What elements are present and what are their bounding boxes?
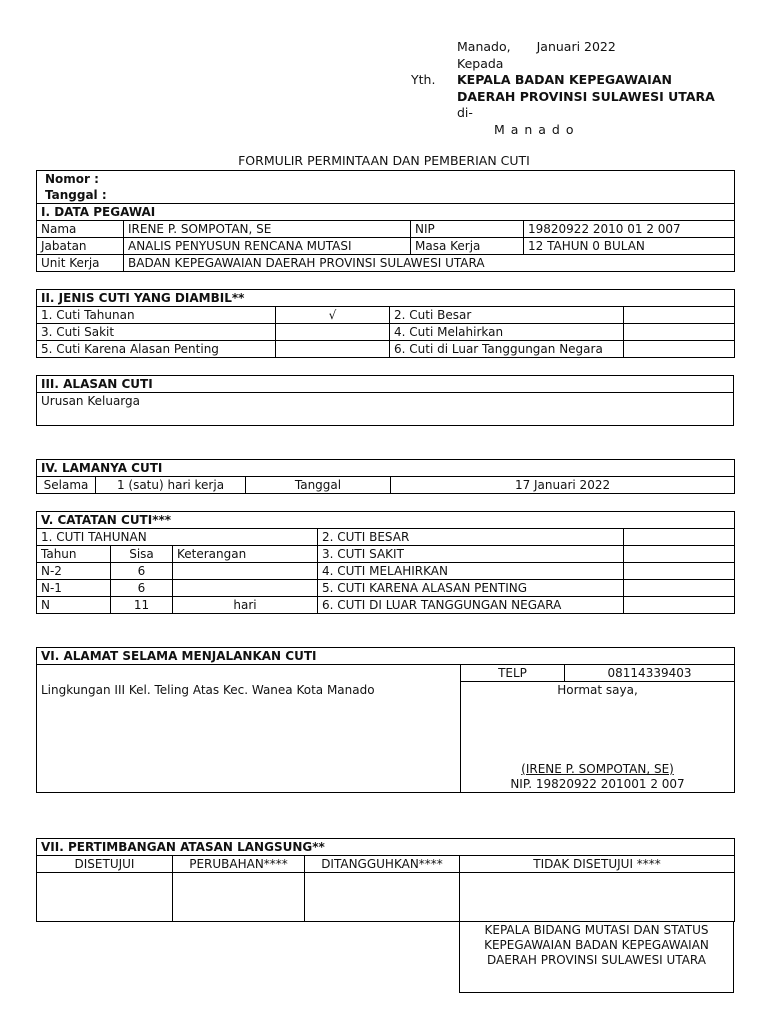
cuti-sakit-mark	[276, 324, 390, 341]
alasan-cuti-value: Urusan Keluarga	[37, 393, 734, 426]
cuti-besar-label: 2. Cuti Besar	[390, 307, 624, 324]
keterangan-cell: hari	[173, 597, 318, 614]
jabatan-label: Jabatan	[37, 238, 124, 255]
cuti-tahunan-title: 1. CUTI TAHUNAN	[37, 529, 318, 546]
data-pegawai-table	[36, 170, 735, 272]
tahun-cell: N	[37, 597, 111, 614]
tahun-cell: N-2	[37, 563, 111, 580]
masa-kerja-value: 12 TAHUN 0 BULAN	[524, 238, 735, 255]
pertimbangan-table	[36, 838, 735, 922]
telp-label: TELP	[461, 665, 565, 682]
cuti-melahirkan-mark	[624, 324, 735, 341]
nip-value: 19820922 2010 01 2 007	[524, 221, 735, 238]
nomor-label: Nomor :	[37, 171, 735, 188]
cuti-luar-tanggungan-label: 6. Cuti di Luar Tanggungan Negara	[390, 341, 624, 358]
section4-heading: IV. LAMANYA CUTI	[37, 460, 735, 477]
jenis-cuti-row	[37, 324, 735, 341]
section5-heading: V. CATATAN CUTI***	[37, 512, 735, 529]
city-label: M a n a d o	[494, 121, 575, 137]
section6-heading: VI. ALAMAT SELAMA MENJALANKAN CUTI	[37, 648, 735, 665]
form-title: FORMULIR PERMINTAAN DAN PEMBERIAN CUTI	[238, 153, 530, 168]
sisa-cell: 6	[111, 563, 173, 580]
recipient-line1: KEPALA BADAN KEPEGAWAIAN	[457, 72, 672, 87]
recipient-line2: DAERAH PROVINSI SULAWESI UTARA	[457, 88, 715, 104]
official-line3: DAERAH PROVINSI SULAWESI UTARA	[486, 953, 706, 967]
col-keterangan: Keterangan	[173, 546, 318, 563]
lamanya-cuti-table	[36, 459, 735, 494]
hormat-saya: Hormat saya,	[557, 683, 638, 697]
cuti-besar-mark	[624, 307, 735, 324]
tahun-cell: N-1	[37, 580, 111, 597]
tanggal-cuti-value: 17 Januari 2022	[391, 477, 735, 494]
catatan-cuti-sakit: 3. CUTI SAKIT	[318, 546, 624, 563]
cuti-tahunan-label: 1. Cuti Tahunan	[37, 307, 276, 324]
unit-kerja-label: Unit Kerja	[37, 255, 124, 272]
telp-value: 08114339403	[565, 665, 735, 682]
nip-label: NIP	[411, 221, 524, 238]
cuti-luar-tanggungan-mark	[624, 341, 735, 358]
nama-value: IRENE P. SOMPOTAN, SE	[124, 221, 411, 238]
catatan-cuti-alasan-penting: 5. CUTI KARENA ALASAN PENTING	[318, 580, 624, 597]
jabatan-value: ANALIS PENYUSUN RENCANA MUTASI	[124, 238, 411, 255]
col-disetujui: DISETUJUI	[37, 856, 173, 873]
catatan-cuti-melahirkan: 4. CUTI MELAHIRKAN	[318, 563, 624, 580]
signer-name: (IRENE P. SOMPOTAN, SE)	[521, 762, 674, 776]
unit-kerja-value: BADAN KEPEGAWAIAN DAERAH PROVINSI SULAWESI UTARA	[124, 255, 735, 272]
place-date: Manado,	[457, 39, 511, 54]
kepada-label: Kepada	[457, 55, 504, 71]
cuti-tahunan-checkmark: √	[276, 307, 390, 324]
table-row	[37, 580, 735, 597]
col-tidak-disetujui: TIDAK DISETUJUI ****	[460, 856, 735, 873]
month-year: Januari 2022	[536, 39, 616, 54]
official-line1: KEPALA BIDANG MUTASI DAN STATUS	[484, 923, 709, 937]
catatan-cuti-luar-tanggungan: 6. CUTI DI LUAR TANGGUNGAN NEGARA	[318, 597, 624, 614]
di-label: di-	[457, 105, 473, 120]
tanggal-cuti-label: Tanggal	[246, 477, 391, 494]
table-row	[37, 563, 735, 580]
jenis-cuti-table	[36, 289, 735, 358]
official-line2: KEPEGAWAIAN BADAN KEPEGAWAIAN	[484, 938, 709, 952]
tanggal-label: Tanggal :	[37, 187, 735, 204]
catatan-cuti-table	[36, 511, 735, 614]
cuti-melahirkan-label: 4. Cuti Melahirkan	[390, 324, 624, 341]
sisa-cell: 6	[111, 580, 173, 597]
col-sisa: Sisa	[111, 546, 173, 563]
section2-heading: II. JENIS CUTI YANG DIAMBIL**	[37, 290, 735, 307]
letter-header	[457, 39, 715, 138]
masa-kerja-label: Masa Kerja	[411, 238, 524, 255]
section1-heading: I. DATA PEGAWAI	[37, 204, 735, 221]
jenis-cuti-row	[37, 307, 735, 324]
cuti-alasan-penting-mark	[276, 341, 390, 358]
col-perubahan: PERUBAHAN****	[173, 856, 305, 873]
col-ditangguhkan: DITANGGUHKAN****	[305, 856, 460, 873]
official-signature-box	[459, 922, 734, 993]
yth-label: Yth.	[411, 72, 436, 87]
section3-heading: III. ALASAN CUTI	[37, 376, 734, 393]
section7-heading: VII. PERTIMBANGAN ATASAN LANGSUNG**	[37, 839, 735, 856]
jenis-cuti-row	[37, 341, 735, 358]
nama-label: Nama	[37, 221, 124, 238]
alasan-cuti-table	[36, 375, 734, 426]
alamat-cuti-table	[36, 647, 735, 793]
cuti-alasan-penting-label: 5. Cuti Karena Alasan Penting	[37, 341, 276, 358]
signer-nip: NIP. 19820922 201001 2 007	[510, 777, 685, 791]
col-tahun: Tahun	[37, 546, 111, 563]
table-row	[37, 597, 735, 614]
selama-label: Selama	[37, 477, 96, 494]
selama-value: 1 (satu) hari kerja	[96, 477, 246, 494]
catatan-cuti-besar: 2. CUTI BESAR	[318, 529, 624, 546]
cuti-sakit-label: 3. Cuti Sakit	[37, 324, 276, 341]
keterangan-cell	[173, 580, 318, 597]
signature-block	[461, 682, 735, 793]
keterangan-cell	[173, 563, 318, 580]
sisa-cell: 11	[111, 597, 173, 614]
alamat-value: Lingkungan III Kel. Teling Atas Kec. Wanea Kota Manado	[37, 682, 461, 793]
